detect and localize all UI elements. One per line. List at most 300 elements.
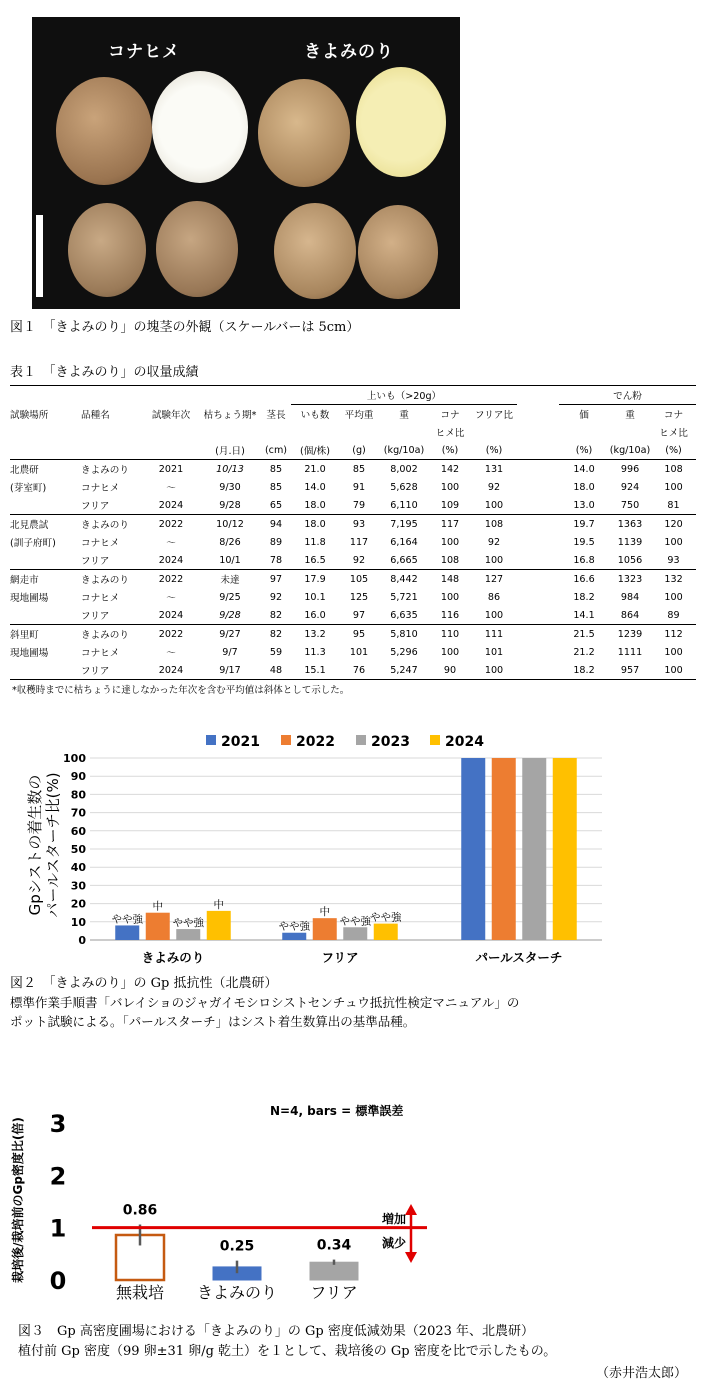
table-header-cell: いも数 (300, 410, 330, 421)
table-header-cell: 価 (579, 410, 589, 421)
table-cell (517, 386, 559, 405)
table-cell: 18.0 (291, 515, 339, 534)
table-header-cell: (%) (559, 441, 609, 460)
table-cell: 108 (440, 554, 460, 566)
table-cell: 108 (664, 463, 683, 475)
bar-2021 (115, 925, 139, 940)
table-cell (10, 661, 81, 680)
table-cell: 91 (352, 481, 366, 493)
table-header-cell: ヒメ比 (435, 428, 465, 439)
table-header-cell (291, 423, 339, 441)
table-cell: 2022 (143, 570, 199, 589)
table-header-cell: コナ (440, 410, 460, 421)
table-cell: 100 (471, 661, 517, 680)
table-cell: (訓子府町) (10, 538, 56, 549)
table-cell: コナヒメ (81, 648, 120, 659)
table-header-cell (261, 423, 291, 441)
table-cell: 93 (667, 554, 680, 566)
y-tick-label: 80 (70, 788, 86, 802)
table-cell: 89 (269, 536, 283, 548)
table-header-cell: 重 (399, 410, 409, 421)
table-cell: 19.7 (559, 515, 609, 534)
table-cell: 100 (484, 554, 504, 566)
table-cell: ～ (166, 648, 176, 659)
table-row (10, 570, 696, 589)
table-cell: 17.9 (291, 570, 339, 589)
bar-label: 中 (152, 900, 163, 913)
table-cell: 1056 (617, 554, 643, 566)
x-category-label: きよみのり (196, 1283, 278, 1302)
table-cell: 82 (269, 609, 283, 621)
value-label: 0.86 (122, 1202, 158, 1219)
table-cell: 125 (349, 591, 369, 603)
decrease-label: 減少 (382, 1236, 407, 1250)
table-cell: 100 (664, 481, 683, 493)
table-cell: 100 (440, 591, 460, 603)
table-cell: 996 (620, 463, 640, 475)
table-cell: 9/30 (219, 481, 241, 493)
figure3-caption-1: 図３ Gp 高密度圃場における「きよみのり」の Gp 密度低減効果（2023 年、北農研） (18, 1324, 535, 1339)
table-header-cell: (%) (651, 441, 696, 460)
chart-annotation: N=4, bars = 標準誤差 (270, 1104, 404, 1118)
table-header-row (10, 423, 696, 441)
table-cell: 現地圃場 (10, 648, 49, 659)
table-header-cell: (g) (339, 441, 379, 460)
table-cell: 未達 (199, 570, 261, 589)
x-category-label: フリア (321, 950, 359, 965)
increase-label: 増加 (382, 1212, 407, 1226)
table-cell: 6,665 (390, 554, 418, 566)
table-cell: 8,002 (390, 463, 418, 475)
y-tick-label: 2 (49, 1162, 67, 1191)
table-cell (517, 643, 559, 661)
table-cell: 132 (651, 570, 696, 589)
table-cell (517, 423, 559, 441)
table-header-cell: (個/株) (291, 441, 339, 460)
table-cell: 105 (339, 570, 379, 589)
tuber-konahime-cut (152, 71, 248, 183)
bar-2021 (461, 758, 485, 940)
table-cell: 6,110 (390, 499, 418, 511)
x-axis-categories (116, 1283, 358, 1302)
table-cell: 1323 (609, 570, 651, 589)
table-cell (10, 606, 81, 625)
table-cell: 10/1 (219, 554, 241, 566)
x-category-label: フリア (310, 1283, 358, 1302)
bar-フリア (310, 1262, 358, 1280)
table-cell: 5,247 (379, 661, 429, 680)
table-cell: 6,635 (390, 609, 418, 621)
figure3-caption-2: 植付前 Gp 密度（99 卵±31 卵/g 乾土）を１として、栽培後の Gp 密度を比で示したもの。 (18, 1344, 557, 1359)
y-tick-label: 0 (49, 1267, 67, 1295)
figure2-caption-1: 図２ 「きよみのり」の Gp 抵抗性（北農研） (10, 976, 278, 991)
y-tick-label: 1 (49, 1214, 67, 1243)
table-cell: 117 (429, 515, 471, 534)
table-header-cell (81, 423, 143, 441)
table-cell: 現地圃場 (10, 593, 49, 604)
tuber-konahime-small-1 (68, 203, 146, 297)
table-cell: 100 (484, 609, 504, 621)
table-header-cell: 茎長 (266, 409, 286, 421)
table-header-cell (143, 423, 199, 441)
table-cell: 2024 (158, 499, 184, 511)
table-cell: 16.5 (304, 554, 326, 566)
table-cell: 7,195 (379, 515, 429, 534)
legend-label: 2023 (371, 734, 410, 750)
table-cell: 1111 (617, 646, 643, 658)
table-cell: 北農研 (10, 465, 39, 476)
y-tick-label: 50 (70, 843, 86, 856)
table-cell: 9/28 (219, 499, 241, 511)
table-cell: 92 (487, 481, 501, 493)
table1-footnote: *収穫時までに枯ちょうに達しなかった年次を含む平均値は斜体として示した。 (12, 685, 350, 696)
table-header-cell (143, 441, 199, 460)
table-cell: 5,296 (390, 646, 418, 658)
table-cell: 116 (440, 609, 460, 621)
author-credit: （赤井浩太郎） (596, 1366, 688, 1381)
legend-swatch (356, 735, 366, 745)
table-cell: 100 (664, 536, 683, 548)
table-cell: 6,164 (390, 536, 418, 548)
table-cell: 10.1 (304, 591, 326, 603)
table-cell: 95 (339, 625, 379, 644)
tuber-konahime-small-2 (156, 201, 238, 297)
y-tick-label: 3 (49, 1110, 67, 1138)
table-cell: 94 (261, 515, 291, 534)
table-cell: 85 (269, 463, 283, 475)
table-cell: 19.5 (573, 536, 595, 548)
table-cell: 18.0 (304, 499, 326, 511)
figure2-caption-3: ポット試験による。「パールスターチ」はシスト着生数算出の基準品種。 (10, 1014, 416, 1029)
table-cell: 131 (484, 463, 504, 475)
y-axis-ticks (63, 752, 86, 947)
table-cell: 82 (261, 625, 291, 644)
table-cell: 9/7 (222, 646, 238, 658)
table-header-cell: ヒメ比 (659, 428, 688, 439)
table-cell: 142 (440, 463, 460, 475)
table-cell: 2021 (158, 463, 184, 475)
table-header-cell (199, 423, 261, 441)
arrow-down-icon (405, 1252, 417, 1263)
table-cell (517, 661, 559, 680)
table-cell: 97 (261, 570, 291, 589)
figure1-caption: 図１ 「きよみのり」の塊茎の外観（スケールバーは 5cm） (10, 320, 360, 335)
table-cell: 957 (609, 661, 651, 680)
bar-label: やや強 (339, 915, 371, 928)
table-header-cell (81, 441, 143, 460)
table-cell: 120 (651, 515, 696, 534)
table-cell (10, 496, 81, 515)
table-header-cell (559, 423, 609, 441)
y-axis-label-line1: Gpシストの着生数の (26, 774, 44, 916)
table-cell: きよみのり (81, 515, 143, 534)
table-cell (517, 588, 559, 606)
table-cell (517, 551, 559, 570)
legend-label: 2024 (445, 734, 484, 750)
table-cell: 81 (667, 499, 680, 511)
photo-label-kiyominori: きよみのり (304, 42, 394, 62)
table-header-row (10, 405, 696, 424)
table-cell: 5,628 (390, 481, 418, 493)
table-cell (517, 460, 559, 479)
table1-title: 表１ 「きよみのり」の収量成績 (10, 365, 199, 380)
table-cell (517, 441, 559, 460)
table-cell: 2024 (158, 609, 184, 621)
gp-resistance-chart (0, 720, 705, 970)
table-cell: 864 (620, 609, 640, 621)
y-tick-label: 20 (70, 897, 86, 911)
table-cell: 15.1 (291, 661, 339, 680)
table-cell: 92 (352, 554, 366, 566)
table-cell: 14.1 (573, 609, 595, 621)
table-cell: 1139 (617, 536, 643, 548)
y-tick-label: 60 (70, 824, 86, 838)
table-cell: フリア (81, 501, 110, 512)
table-cell: 14.0 (304, 481, 326, 493)
table-header-cell (339, 423, 379, 441)
table-header-cell (471, 423, 517, 441)
table-cell: 5,721 (390, 591, 418, 603)
increase-decrease-arrow (382, 1204, 417, 1263)
table-cell: 5,810 (379, 625, 429, 644)
table-cell: 10/13 (216, 463, 244, 475)
x-category-label: 無栽培 (115, 1283, 165, 1302)
bar-2023 (343, 927, 367, 940)
bar-label: やや強 (172, 917, 204, 930)
table-row (10, 478, 696, 496)
legend-label: 2021 (221, 734, 260, 750)
table-cell: フリア (81, 611, 110, 622)
table-cell: 101 (349, 646, 369, 658)
table-row (10, 533, 696, 551)
table-cell: 984 (620, 591, 640, 603)
table-cell: 108 (471, 515, 517, 534)
legend-swatch (206, 735, 216, 745)
table-cell: 16.0 (304, 609, 326, 621)
bar-label: 中 (319, 906, 330, 919)
table-cell (517, 625, 559, 644)
table-row (10, 496, 696, 515)
table-cell: 11.3 (304, 646, 326, 658)
table-cell (10, 386, 291, 405)
table-cell: 9/27 (199, 625, 261, 644)
table-cell: 112 (651, 625, 696, 644)
table-cell: 2024 (158, 554, 184, 566)
bar-2023 (176, 929, 200, 940)
bar-label: やや強 (278, 920, 310, 933)
table-header-row (10, 441, 696, 460)
value-label: 0.34 (316, 1237, 352, 1254)
table-cell: 110 (429, 625, 471, 644)
table-cell: 93 (339, 515, 379, 534)
table-row (10, 551, 696, 570)
table-cell: 100 (664, 646, 683, 658)
table-cell: 10/12 (199, 515, 261, 534)
table-cell: ～ (166, 483, 176, 494)
table-cell: きよみのり (81, 570, 143, 589)
table-cell: 89 (667, 609, 680, 621)
table-cell: 16.6 (559, 570, 609, 589)
table-cell: コナヒメ (81, 483, 120, 494)
table-cell: 148 (429, 570, 471, 589)
table-cell: 21.0 (304, 463, 326, 475)
bar-label: やや強 (111, 913, 143, 926)
table-cell: 76 (339, 661, 379, 680)
table-cell (517, 405, 559, 424)
table-cell: 2024 (143, 661, 199, 680)
value-label: 0.25 (219, 1238, 255, 1255)
table-cell: 8/26 (219, 536, 241, 548)
table-header-cell: 枯ちょう期* (203, 409, 257, 421)
table-cell (517, 515, 559, 534)
table-cell: 111 (471, 625, 517, 644)
table-cell (517, 533, 559, 551)
bar-2021 (282, 933, 306, 940)
table-cell: 117 (349, 536, 369, 548)
table-cell: 網走市 (10, 570, 81, 589)
tuber-konahime-whole (56, 77, 152, 185)
table-header-cell: (kg/10a) (379, 441, 429, 460)
table-row (10, 515, 696, 534)
table-cell (10, 551, 81, 570)
table-cell: ～ (166, 538, 176, 549)
table-cell: 100 (440, 481, 460, 493)
y-axis-label-line2: パールスターチ比(%) (44, 772, 62, 918)
table-cell: 85 (269, 481, 283, 493)
table-cell: 13.0 (573, 499, 595, 511)
table-cell (517, 496, 559, 515)
table-cell: コナヒメ (81, 593, 120, 604)
yield-table (10, 385, 696, 680)
table-row (10, 606, 696, 625)
table-cell: 127 (471, 570, 517, 589)
bar-2024 (553, 758, 577, 940)
table-cell: 92 (269, 591, 283, 603)
table-cell: きよみのり (81, 625, 143, 644)
table-header-cell: 重 (625, 410, 635, 421)
table-cell: 101 (484, 646, 504, 658)
table-cell (517, 570, 559, 589)
scale-bar (36, 215, 43, 297)
table-cell: 100 (484, 499, 504, 511)
table-cell: 2022 (143, 625, 199, 644)
table-cell: 18.0 (573, 481, 595, 493)
tuber-photo (32, 17, 460, 309)
table-cell: 21.2 (573, 646, 595, 658)
tuber-kiyominori-small-2 (358, 205, 438, 299)
y-axis-label: 栽培後/栽培前のGp密度比(倍) (11, 1117, 25, 1283)
table-cell: 北見農試 (10, 515, 81, 534)
table-row (10, 643, 696, 661)
table-row (10, 588, 696, 606)
legend-swatch (281, 735, 291, 745)
table-header-cell: (cm) (261, 441, 291, 460)
bar-2022 (146, 913, 170, 940)
table-cell: 9/25 (219, 591, 241, 603)
table-cell: 16.8 (573, 554, 595, 566)
bar-label: 中 (213, 898, 224, 911)
table-cell: きよみのり (81, 465, 129, 476)
table-cell: 14.0 (573, 463, 595, 475)
table-cell: 59 (269, 646, 283, 658)
bar-2024 (374, 924, 398, 940)
y-tick-label: 90 (70, 770, 86, 784)
table-cell: コナヒメ (81, 538, 120, 549)
bar-label: やや強 (370, 911, 402, 924)
table-header-cell (10, 423, 81, 441)
table-cell: 48 (261, 661, 291, 680)
table-cell: フリア (81, 556, 110, 567)
table-cell: 13.2 (291, 625, 339, 644)
arrow-up-icon (405, 1204, 417, 1215)
table-cell: 1363 (609, 515, 651, 534)
table-cell: 2022 (143, 515, 199, 534)
table-cell: 90 (429, 661, 471, 680)
bar-2024 (207, 911, 231, 940)
bar-2022 (492, 758, 516, 940)
table-cell: 85 (352, 463, 366, 475)
y-tick-label: 30 (70, 879, 86, 893)
table-header-cell: 平均重 (344, 410, 374, 421)
table-header-cell (10, 441, 81, 460)
chart-legend (206, 734, 484, 750)
y-tick-label: 70 (70, 806, 86, 820)
group-header-upper: 上いも（>20g） (291, 386, 517, 405)
y-tick-label: 100 (63, 752, 86, 765)
table-cell (517, 478, 559, 496)
group-header-starch: でん粉 (559, 386, 696, 405)
table-header-cell: (%) (429, 441, 471, 460)
table-header-cell (379, 423, 429, 441)
y-axis-ticks (50, 1110, 67, 1295)
tuber-kiyominori-cut (356, 67, 446, 177)
table-cell: 92 (487, 536, 501, 548)
table-cell: 79 (352, 499, 366, 511)
table-cell: 109 (440, 499, 460, 511)
y-tick-label: 40 (70, 861, 86, 875)
table-cell: 9/17 (199, 661, 261, 680)
table-cell: フリア (81, 661, 143, 680)
figure2-caption-2: 標準作業手順書「バレイショのジャガイモシロシストセンチュウ抵抗性検定マニュアル」の (10, 995, 520, 1010)
table-header-cell: フリア比 (475, 410, 513, 421)
x-category-label: きよみのり (141, 950, 205, 965)
table-header-cell (609, 423, 651, 441)
legend-swatch (430, 735, 440, 745)
table-cell: ～ (166, 593, 176, 604)
bar-2023 (522, 758, 546, 940)
legend-label: 2022 (296, 734, 335, 750)
table-cell: 9/28 (219, 609, 241, 621)
table-row (10, 661, 696, 680)
table-cell: 100 (664, 591, 683, 603)
x-category-label: パールスターチ (475, 950, 563, 965)
table-cell: 11.8 (304, 536, 326, 548)
table-cell: 86 (487, 591, 501, 603)
y-tick-label: 10 (70, 915, 86, 929)
table-header-cell: 品種名 (81, 409, 110, 421)
table-cell: 97 (352, 609, 366, 621)
table-cell: 750 (620, 499, 640, 511)
table-cell: 100 (440, 646, 460, 658)
table-cell: 1239 (609, 625, 651, 644)
table-cell: (芽室町) (10, 483, 47, 494)
table-cell: 8,442 (379, 570, 429, 589)
table-cell: 斜里町 (10, 625, 81, 644)
table-header-cell: 試験場所 (10, 409, 49, 421)
table-cell: 65 (269, 499, 283, 511)
table-header-cell: (月.日) (199, 441, 261, 460)
table-header-cell: (kg/10a) (609, 441, 651, 460)
